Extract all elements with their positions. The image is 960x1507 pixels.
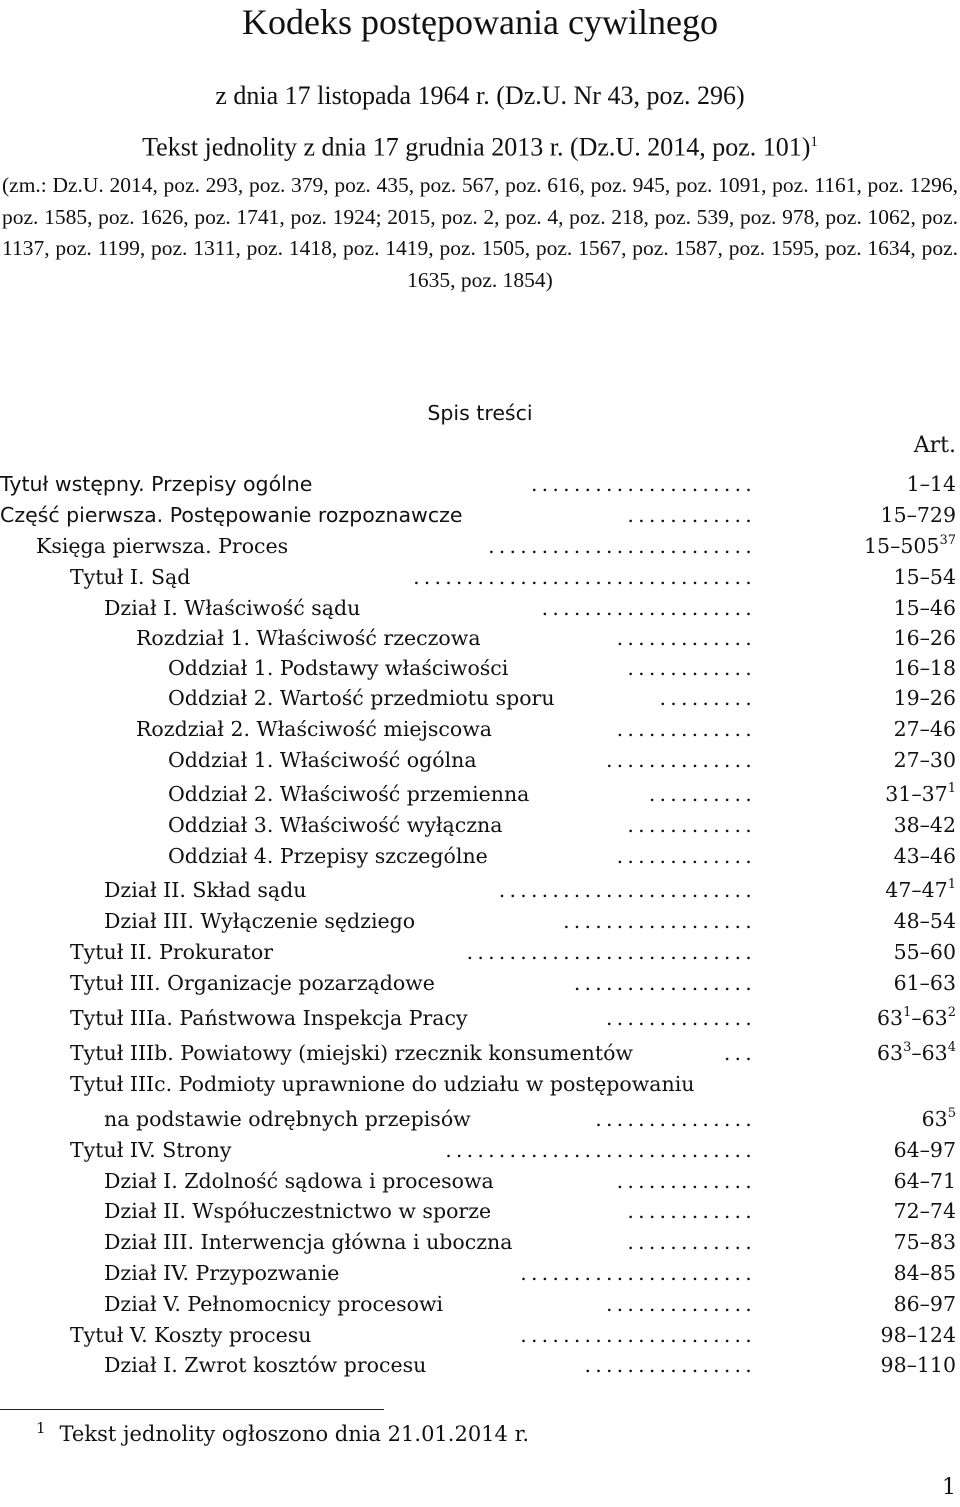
consolidated-text: Tekst jednolity z dnia 17 grudnia 2013 r. (Dz.U. 2014, poz. 101) <box>142 132 811 162</box>
toc-entry-range <box>894 1196 956 1227</box>
toc-leader-dots: ............ <box>627 503 756 527</box>
range-end: 63 <box>921 1006 948 1030</box>
toc-heading: Spis treści <box>427 401 533 425</box>
range-start-sup: 1 <box>903 1005 912 1020</box>
toc-entry-range <box>894 745 956 776</box>
toc-entry <box>0 1289 956 1320</box>
toc-entry <box>0 714 956 745</box>
toc-entry-title: Oddział 2. Wartość przedmiotu sporu <box>168 686 555 710</box>
toc-entry <box>0 623 956 654</box>
range-value: 86–97 <box>893 1292 956 1316</box>
toc-entry-range <box>881 500 956 531</box>
toc-entry-title: Tytuł IV. Strony <box>70 1138 232 1162</box>
act-date-line: z dnia 17 listopada 1964 r. (Dz.U. Nr 43, poz. 296) <box>215 81 745 110</box>
toc-entry <box>0 779 956 810</box>
toc-leader-dots: ...................... <box>520 1261 756 1285</box>
toc-entry <box>0 1166 956 1197</box>
toc-entry-range <box>894 1258 956 1289</box>
toc-leader-dots: ............... <box>595 1107 756 1131</box>
toc-entry-title: Dział I. Właściwość sądu <box>104 596 361 620</box>
toc-entry-range <box>894 562 956 593</box>
toc-entry-title: Oddział 3. Właściwość wyłączna <box>168 813 503 837</box>
range-value: 31–37 <box>885 782 948 806</box>
toc-leader-dots: .................... <box>541 596 756 620</box>
toc-entry-title: Dział III. Wyłączenie sędziego <box>104 909 416 933</box>
range-value: 16–18 <box>893 656 956 680</box>
range-value: 16–26 <box>893 626 956 650</box>
toc-leader-dots: ............ <box>627 1230 756 1254</box>
toc-entry-range <box>894 1227 956 1258</box>
toc-leader-dots: ................................ <box>413 565 756 589</box>
toc-entry-title: Tytuł wstępny. Przepisy ogólne <box>0 472 313 496</box>
toc-entry-range <box>894 653 956 684</box>
toc-entry-range <box>894 968 956 999</box>
toc-entry-range <box>881 1350 956 1381</box>
toc-entry <box>0 810 956 841</box>
toc-entry <box>0 1350 956 1381</box>
toc-leader-dots: ......................... <box>488 534 756 558</box>
toc-entry-range <box>894 841 956 872</box>
toc-leader-dots: .............. <box>605 1292 756 1316</box>
toc-entry <box>0 683 956 714</box>
toc-leader-dots: ............ <box>627 656 756 680</box>
toc-entry <box>0 1069 956 1100</box>
toc-entry-title: Dział II. Współuczestnictwo w sporze <box>104 1199 492 1223</box>
range-value: 98–124 <box>880 1323 956 1347</box>
toc-entry-range <box>881 1320 956 1351</box>
toc-leader-dots: ..................... <box>530 472 756 496</box>
amendments-list: (zm.: Dz.U. 2014, poz. 293, poz. 379, poz. 435, poz. 567, poz. 616, poz. 945, poz. 1091, poz. 1161, poz. 1296, poz. 1585, poz. 1626, poz. 1741, poz. 1924; 2015, poz. 2, poz. 4, poz. 218, poz. 539, poz. 978, poz. 1062, poz. 1137, poz. 1199, poz. 1311, poz. 1418, poz. 1419, poz. 1505, poz. 1567, poz. 1587, poz. 1595, poz. 1634, poz. 1635, poz. 1854) <box>2 173 958 292</box>
toc-entry <box>0 937 956 968</box>
range-end-sup: 4 <box>947 1040 956 1055</box>
footnote-rule <box>0 1409 384 1410</box>
range-value: 43–46 <box>893 844 956 868</box>
toc-leader-dots: ............ <box>627 813 756 837</box>
toc-entry-title: Oddział 1. Podstawy właściwości <box>168 656 509 680</box>
toc-leader-dots: ........................... <box>466 940 756 964</box>
toc-entry <box>0 1135 956 1166</box>
range-start: 63 <box>877 1006 904 1030</box>
range-value: 1–14 <box>906 472 956 496</box>
toc-leader-dots: ........................ <box>498 878 756 902</box>
range-value: 72–74 <box>893 1199 956 1223</box>
toc-entry-range <box>877 1003 956 1034</box>
toc-leader-dots: ................. <box>573 971 756 995</box>
toc-entry-range <box>885 875 956 906</box>
toc-entry <box>0 1320 956 1351</box>
range-value: 84–85 <box>893 1261 956 1285</box>
range-value: 27–30 <box>893 748 956 772</box>
toc-entry-range <box>894 593 956 624</box>
toc-entry <box>0 531 956 562</box>
range-value: 47–47 <box>885 878 948 902</box>
range-sup: 37 <box>939 533 956 548</box>
toc-entry <box>0 906 956 937</box>
toc-entry-title: Dział III. Interwencja główna i uboczna <box>104 1230 513 1254</box>
toc-entry-range <box>894 1289 956 1320</box>
toc-entry-title: Dział IV. Przypozwanie <box>104 1261 340 1285</box>
toc-entry-range <box>894 937 956 968</box>
toc-entry-range <box>885 779 956 810</box>
toc-leader-dots: ............ <box>627 1199 756 1223</box>
range-value: 19–26 <box>893 686 956 710</box>
range-value: 55–60 <box>893 940 956 964</box>
toc-leader-dots: ... <box>723 1041 756 1065</box>
toc-leader-dots: .............. <box>605 748 756 772</box>
range-value: 64–71 <box>893 1169 956 1193</box>
toc-entry-title: Tytuł I. Sąd <box>70 565 191 589</box>
toc-entry-range <box>864 531 956 562</box>
page-number: 1 <box>942 1475 956 1500</box>
toc-entry-range <box>894 683 956 714</box>
range-value: 15–46 <box>893 596 956 620</box>
toc-column-header: Art. <box>913 433 956 458</box>
document-title: Kodeks postępowania cywilnego <box>242 2 718 42</box>
range-start-sup: 3 <box>903 1040 912 1055</box>
toc-entry-title: Tytuł V. Koszty procesu <box>70 1323 312 1347</box>
toc-leader-dots: ............. <box>616 717 756 741</box>
toc-entry <box>0 1038 956 1069</box>
toc-entry <box>0 875 956 906</box>
toc-entry <box>0 1104 956 1135</box>
toc-entry <box>0 1003 956 1034</box>
toc-entry-title: Oddział 2. Właściwość przemienna <box>168 782 530 806</box>
range-value: 64–97 <box>893 1138 956 1162</box>
toc-entry-range <box>894 906 956 937</box>
range-dash: – <box>911 1006 922 1030</box>
toc-entry-title: Tytuł IIIa. Państwowa Inspekcja Pracy <box>70 1006 468 1030</box>
toc-entry-title: Dział V. Pełnomocnicy procesowi <box>104 1292 444 1316</box>
toc-entry <box>0 1227 956 1258</box>
toc-entry <box>0 593 956 624</box>
toc-leader-dots: ................ <box>584 1353 756 1377</box>
toc-entry-title: Rozdział 2. Właściwość miejscowa <box>136 717 493 741</box>
toc-entry-range <box>877 1038 956 1069</box>
range-end-sup: 2 <box>947 1005 956 1020</box>
footnote-mark: 1 <box>36 1419 46 1437</box>
range-value: 38–42 <box>893 813 956 837</box>
toc-entry-range <box>922 1104 956 1135</box>
range-dash: – <box>911 1041 922 1065</box>
footnote-text: Tekst jednolity ogłoszono dnia 21.01.2014 r. <box>59 1422 529 1446</box>
toc-entry-title: Tytuł IIIc. Podmioty uprawnione do udziału w postępowaniu <box>70 1072 695 1096</box>
toc-leader-dots: .............. <box>605 1006 756 1030</box>
range-value: 15–729 <box>880 503 956 527</box>
toc-entry-title: Tytuł II. Prokurator <box>70 940 274 964</box>
toc-entry <box>0 1258 956 1289</box>
toc-leader-dots: .................. <box>563 909 756 933</box>
range-sup: 1 <box>947 781 956 796</box>
toc-entry-range <box>894 1135 956 1166</box>
range-value: 27–46 <box>893 717 956 741</box>
range-value: 15–505 <box>863 534 940 558</box>
toc-leader-dots: ............................. <box>445 1138 756 1162</box>
toc-entry <box>0 653 956 684</box>
toc-entry-title: Oddział 4. Przepisy szczególne <box>168 844 488 868</box>
toc-entry-title: Dział II. Skład sądu <box>104 878 307 902</box>
toc-leader-dots: ............. <box>616 626 756 650</box>
toc-entry <box>0 841 956 872</box>
range-value: 48–54 <box>893 909 956 933</box>
range-sup: 5 <box>947 1106 956 1121</box>
toc-entry-title: Tytuł IIIb. Powiatowy (miejski) rzecznik konsumentów <box>70 1041 633 1065</box>
toc-entry-range <box>894 623 956 654</box>
toc-entry-title: Tytuł III. Organizacje pozarządowe <box>70 971 435 995</box>
toc-leader-dots: .......... <box>648 782 756 806</box>
range-sup: 1 <box>947 877 956 892</box>
toc-entry-range <box>894 714 956 745</box>
range-value: 15–54 <box>893 565 956 589</box>
range-value: 61–63 <box>893 971 956 995</box>
toc-entry-title: Księga pierwsza. Proces <box>36 534 289 558</box>
toc-entry <box>0 745 956 776</box>
toc-entry-title: Część pierwsza. Postępowanie rozpoznawcze <box>0 503 463 527</box>
range-start: 63 <box>877 1041 904 1065</box>
range-value: 98–110 <box>880 1353 956 1377</box>
toc-entry <box>0 1196 956 1227</box>
toc-leader-dots: ...................... <box>520 1323 756 1347</box>
range-value: 63 <box>921 1107 948 1131</box>
toc-entry-title: Oddział 1. Właściwość ogólna <box>168 748 477 772</box>
toc-leader-dots: ............. <box>616 1169 756 1193</box>
toc-leader-dots: ............. <box>616 844 756 868</box>
toc-entry <box>0 469 956 500</box>
footnote <box>36 1418 529 1452</box>
toc-entry <box>0 562 956 593</box>
consolidated-text-line <box>0 126 960 164</box>
toc-entry <box>0 968 956 999</box>
range-end: 63 <box>921 1041 948 1065</box>
toc-entry-range <box>894 1166 956 1197</box>
toc-entry-range <box>894 810 956 841</box>
toc-entry-title: Rozdział 1. Właściwość rzeczowa <box>136 626 481 650</box>
range-value: 75–83 <box>893 1230 956 1254</box>
toc-entry-range <box>907 469 956 500</box>
toc-entry-title: Dział I. Zdolność sądowa i procesowa <box>104 1169 494 1193</box>
toc-entry <box>0 500 956 531</box>
footnote-reference: 1 <box>810 134 818 150</box>
toc-entry-title: na podstawie odrębnych przepisów <box>104 1107 471 1131</box>
toc-entry-title: Dział I. Zwrot kosztów procesu <box>104 1353 427 1377</box>
toc-leader-dots: ......... <box>659 686 756 710</box>
